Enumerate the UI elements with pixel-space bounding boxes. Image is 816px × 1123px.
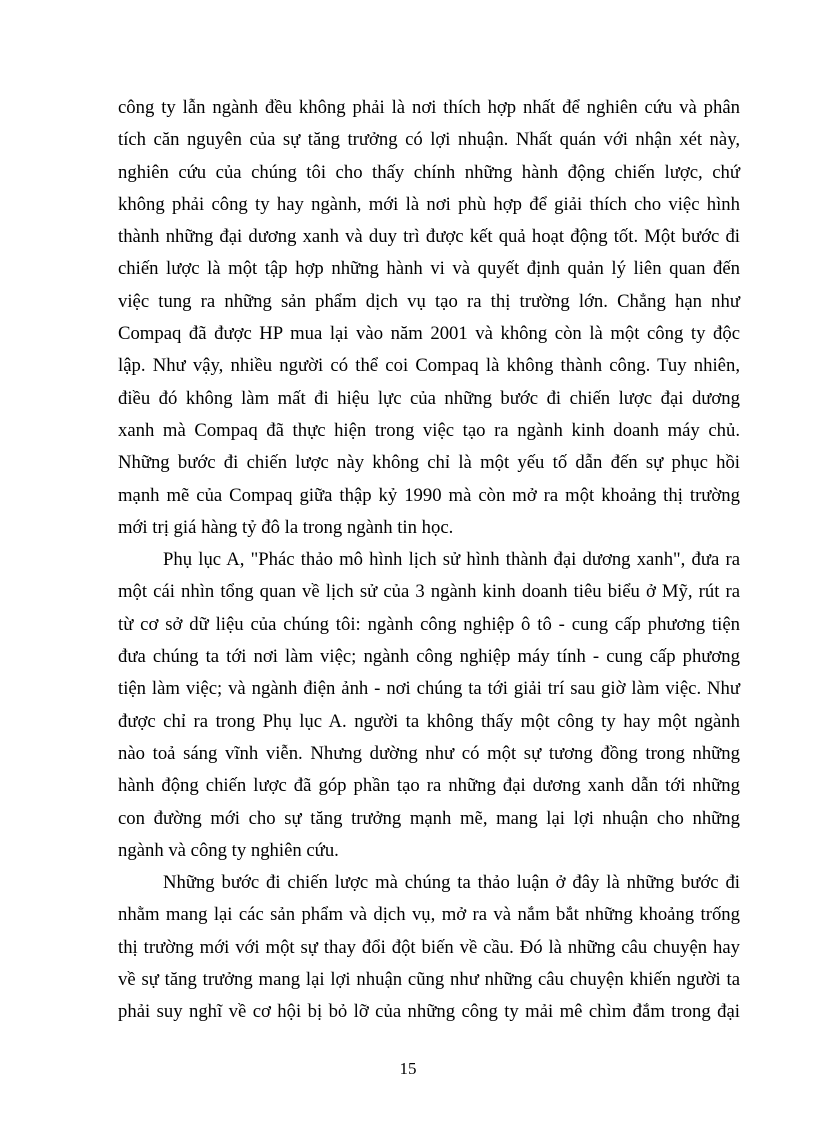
text-line: việc tung ra những sản phẩm dịch vụ tạo ra thị trường lớn. Chẳng hạn như: [118, 290, 740, 312]
text-line: về sự tăng trưởng mang lại lợi nhuận cũng như những câu chuyện khiến người ta: [118, 969, 740, 991]
text-line: tích căn nguyên của sự tăng trưởng có lợi nhuận. Nhất quán với nhận xét này,: [118, 129, 740, 151]
text-line: mạnh mẽ của Compaq giữa thập kỷ 1990 mà còn mở ra một khoảng thị trường: [118, 484, 740, 506]
text-line: thị trường mới với một sự thay đổi đột biến về cầu. Đó là những câu chuyện hay: [118, 936, 740, 958]
text-line: con đường mới cho sự tăng trưởng mạnh mẽ, mang lại lợi nhuận cho những: [118, 807, 740, 829]
text-line: công ty lẫn ngành đều không phải là nơi thích hợp nhất để nghiên cứu và phân: [118, 97, 740, 118]
text-line: nhằm mang lại các sản phẩm và dịch vụ, mở ra và nắm bắt những khoảng trống: [118, 904, 740, 926]
text-line: mới trị giá hàng tỷ đô la trong ngành tin học.: [118, 516, 454, 538]
body-text: [118, 92, 740, 1029]
paragraph: [118, 544, 740, 867]
text-line: từ cơ sở dữ liệu của chúng tôi: ngành công nghiệp ô tô - cung cấp phương tiện: [118, 613, 740, 635]
text-line: tiện làm việc; và ngành điện ảnh - nơi chúng ta tới giải trí sau giờ làm việc. Như: [118, 678, 740, 700]
text-line: nào toả sáng vĩnh viễn. Nhưng dường như có một sự tương đồng trong những: [118, 742, 740, 764]
text-line: lập. Như vậy, nhiều người có thể coi Compaq là không thành công. Tuy nhiên,: [118, 355, 740, 377]
text-line: điều đó không làm mất đi hiệu lực của những bước đi chiến lược đại dương: [118, 387, 740, 409]
paragraph: [118, 92, 740, 544]
text-line: ngành và công ty nghiên cứu.: [118, 839, 339, 861]
text-line: đưa chúng ta tới nơi làm việc; ngành công nghiệp máy tính - cung cấp phương: [118, 646, 740, 668]
page-number: 15: [399, 1059, 417, 1078]
text-line: phải suy nghĩ về cơ hội bị bỏ lỡ của những công ty mải mê chìm đắm trong đại: [118, 1001, 740, 1023]
text-line: thành những đại dương xanh và duy trì được kết quả hoạt động tốt. Một bước đi: [118, 226, 740, 248]
text-line: Những bước đi chiến lược này không chỉ là một yếu tố dẫn đến sự phục hồi: [118, 452, 740, 474]
text-line: một cái nhìn tổng quan về lịch sử của 3 ngành kinh doanh tiêu biểu ở Mỹ, rút ra: [118, 581, 740, 603]
paragraph: [118, 867, 740, 1028]
text-line: hành động chiến lược đã góp phần tạo ra những đại dương xanh dẫn tới những: [118, 775, 740, 797]
text-line: nghiên cứu của chúng tôi cho thấy chính những hành động chiến lược, chứ: [118, 161, 740, 183]
text-line: không phải công ty hay ngành, mới là nơi phù hợp để giải thích cho việc hình: [118, 193, 740, 215]
text-line: Những bước đi chiến lược mà chúng ta thảo luận ở đây là những bước đi: [163, 872, 740, 894]
text-line: được chỉ ra trong Phụ lục A. người ta không thấy một công ty hay một ngành: [118, 710, 740, 732]
text-line: Phụ lục A, "Phác thảo mô hình lịch sử hình thành đại dương xanh", đưa ra: [163, 549, 740, 571]
text-line: Compaq đã được HP mua lại vào năm 2001 và không còn là một công ty độc: [118, 323, 740, 345]
text-line: chiến lược là một tập hợp những hành vi và quyết định quản lý liên quan đến: [118, 258, 740, 280]
text-line: xanh mà Compaq đã thực hiện trong việc tạo ra ngành kinh doanh máy chủ.: [118, 419, 740, 441]
